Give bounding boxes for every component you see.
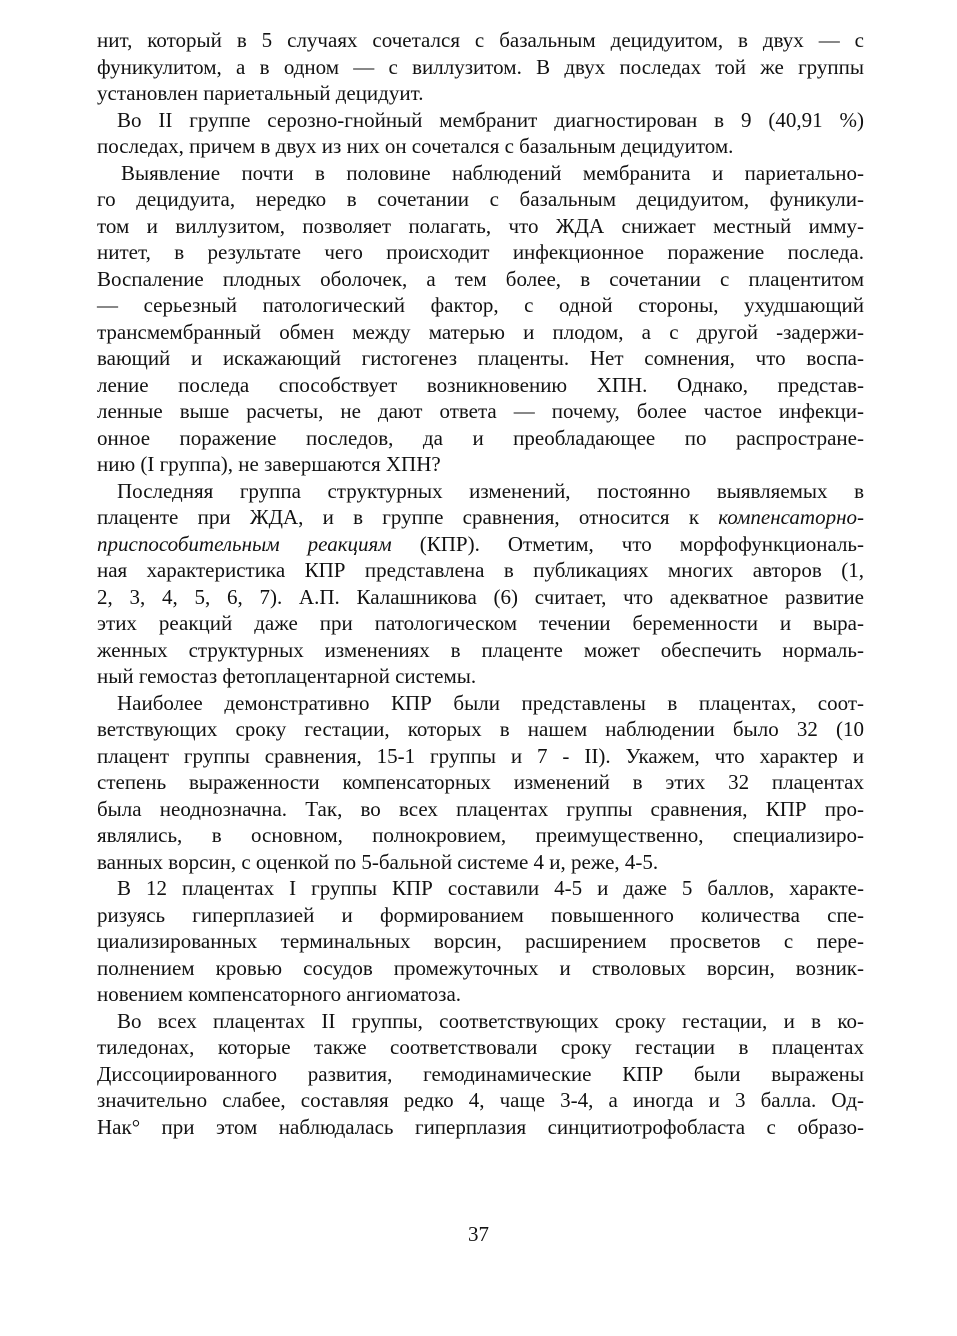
text-line	[97, 955, 864, 982]
page-number: 37	[468, 1222, 489, 1246]
text-line	[97, 1061, 864, 1088]
text-line	[97, 584, 864, 611]
text-line	[97, 981, 864, 1008]
text-line-content: установлен париетальный децидуит.	[97, 81, 424, 105]
text-line-content: новением компенсаторного ангиоматоза.	[97, 982, 462, 1006]
text-line-content: плацент группы сравнения, 15-1 группы и 7 - II). Укажем, что характер и	[97, 743, 864, 768]
text-line-content: Во II группе серозно-гнойный мембранит диагностирован в 9 (40,91 %)	[117, 107, 864, 132]
text-line	[97, 743, 864, 770]
text-line	[97, 822, 864, 849]
text-line	[97, 160, 864, 187]
text-line-content: ветствующих сроку гестации, которых в нашем наблюдении было 32 (10	[97, 717, 864, 741]
text-line	[97, 504, 864, 531]
text-line-content: значительно слабее, составляя редко 4, чаще 3-4, а иногда и 3 балла. Од-	[97, 1088, 864, 1112]
text-line-content: го децидуита, нередко в сочетании с базальным децидуитом, фуникули-	[97, 187, 864, 211]
text-line	[97, 345, 864, 372]
text-line	[97, 928, 864, 955]
text-line-content: степень выраженности компенсаторных изменений в этих 32 плацентах	[97, 770, 864, 794]
text-line-content: том и виллузитом, позволяет полагать, что ЖДА снижает местный имму-	[97, 213, 864, 238]
text-line	[97, 372, 864, 399]
text-line	[97, 875, 864, 902]
text-line-content: Наиболее демонстративно КПР были представлены в плацентах, соот-	[117, 690, 864, 715]
text-line-content: нию (I группа), не завершаются ХПН?	[97, 452, 441, 476]
text-line-content: нит, который в 5 случаях сочетался с базальным децидуитом, в двух — с	[97, 28, 864, 52]
text-line	[97, 796, 864, 823]
text-line	[97, 1034, 864, 1061]
text-line	[97, 690, 864, 717]
text-line-content: В 12 плацентах I группы КПР составили 4-5 и даже 5 баллов, характе-	[117, 876, 864, 900]
text-line	[97, 849, 864, 876]
text-line-content: Во всех плацентах II группы, соответствующих сроку гестации, и в ко-	[117, 1008, 864, 1033]
text-line-content: ный гемостаз фетоплацентарной системы.	[97, 664, 477, 688]
text-line-content: последах, причем в двух из них он сочетался с базальным децидуитом.	[97, 134, 734, 158]
text-line	[97, 266, 864, 293]
text-line	[97, 398, 864, 425]
text-line-content: трансмембранный обмен между матерью и плодом, а с другой -задержи-	[97, 319, 864, 344]
text-line	[97, 319, 864, 346]
text-line	[97, 1114, 864, 1141]
text-line-content: — серьезный патологический фактор, с одной стороны, ухудшающий	[97, 293, 864, 317]
text-line-content: являлись, в основном, полнокровием, преимущественно, специализиро-	[97, 823, 864, 847]
text-line-content: Воспаление плодных оболочек, а тем более, в сочетании с плацентитом	[97, 266, 864, 291]
text-line-continuation: (КПР). Отметим, что морфофункциональ-	[391, 531, 865, 556]
text-line-content: вающий и искажающий гистогенез плаценты. Нет сомнения, что воспа-	[97, 346, 864, 370]
text-line	[97, 27, 864, 54]
text-line	[97, 1087, 864, 1114]
text-line-content: онное поражение последов, да и преобладающее по распростране-	[97, 425, 864, 450]
text-line	[97, 663, 864, 690]
text-line	[97, 716, 864, 743]
text-line	[97, 425, 864, 452]
body-text	[97, 27, 864, 1140]
text-line	[97, 213, 864, 240]
text-line-content: ванных ворсин, с оценкой по 5-бальной системе 4 и, реже, 4-5.	[97, 849, 659, 874]
text-line-content: циализированных терминальных ворсин, расширением просветов с пере-	[97, 929, 864, 953]
text-line-content: ризуясь гиперплазией и формированием повышенного количества спе-	[97, 902, 864, 927]
text-line	[97, 292, 864, 319]
text-line-content: женных структурных изменениях в плаценте может обеспечить нормаль-	[97, 637, 864, 662]
text-line	[97, 451, 864, 478]
text-line-content: ная характеристика КПР представлена в публикациях многих авторов (1,	[97, 558, 864, 582]
text-line	[97, 133, 864, 160]
text-line-content: 2, 3, 4, 5, 6, 7). А.П. Калашникова (6) считает, что адекватное развитие	[97, 584, 864, 609]
text-line-content: Диссоциированного развития, гемодинамические КПР были выражены	[97, 1061, 864, 1086]
text-line	[97, 80, 864, 107]
text-line	[97, 54, 864, 81]
text-line	[97, 239, 864, 266]
text-line	[97, 186, 864, 213]
text-line	[97, 769, 864, 796]
text-line-content: ление последа способствует возникновению ХПН. Однако, представ-	[97, 372, 864, 397]
text-line-content: полнением кровью сосудов промежуточных и стволовых ворсин, возник-	[97, 955, 864, 980]
text-line-content: тиледонах, которые также соответствовали сроку гестации в плацентах	[97, 1035, 864, 1059]
text-line-content: плаценте при ЖДА, и в группе сравнения, относится к	[97, 505, 719, 529]
text-line-content: нитет, в результате чего происходит инфекционное поражение последа.	[97, 240, 864, 264]
text-line-content: фуникулитом, а в одном — с виллузитом. В двух последах той же группы	[97, 54, 864, 79]
text-line	[97, 1008, 864, 1035]
text-line-content: Последняя группа структурных изменений, постоянно выявляемых в	[117, 478, 864, 503]
italic-term: приспособительным реакциям	[97, 531, 392, 556]
text-line	[97, 557, 864, 584]
text-line-content: Нак° при этом наблюдалась гиперплазия синцитиотрофобласта с образо-	[97, 1114, 864, 1139]
italic-term: компенсаторно-	[718, 505, 864, 529]
text-line-content: этих реакций даже при патологическом течении беременности и выра-	[97, 611, 864, 635]
text-line	[97, 107, 864, 134]
text-line	[97, 478, 864, 505]
text-line	[97, 610, 864, 637]
text-line-content: Выявление почти в половине наблюдений мембранита и париетально-	[121, 160, 864, 185]
text-line	[97, 531, 864, 558]
text-line	[97, 902, 864, 929]
text-line-content: была неоднозначна. Так, во всех плацентах группы сравнения, КПР про-	[97, 796, 864, 821]
text-line-content: ленные выше расчеты, не дают ответа — почему, более частое инфекци-	[97, 399, 864, 423]
text-line	[97, 637, 864, 664]
